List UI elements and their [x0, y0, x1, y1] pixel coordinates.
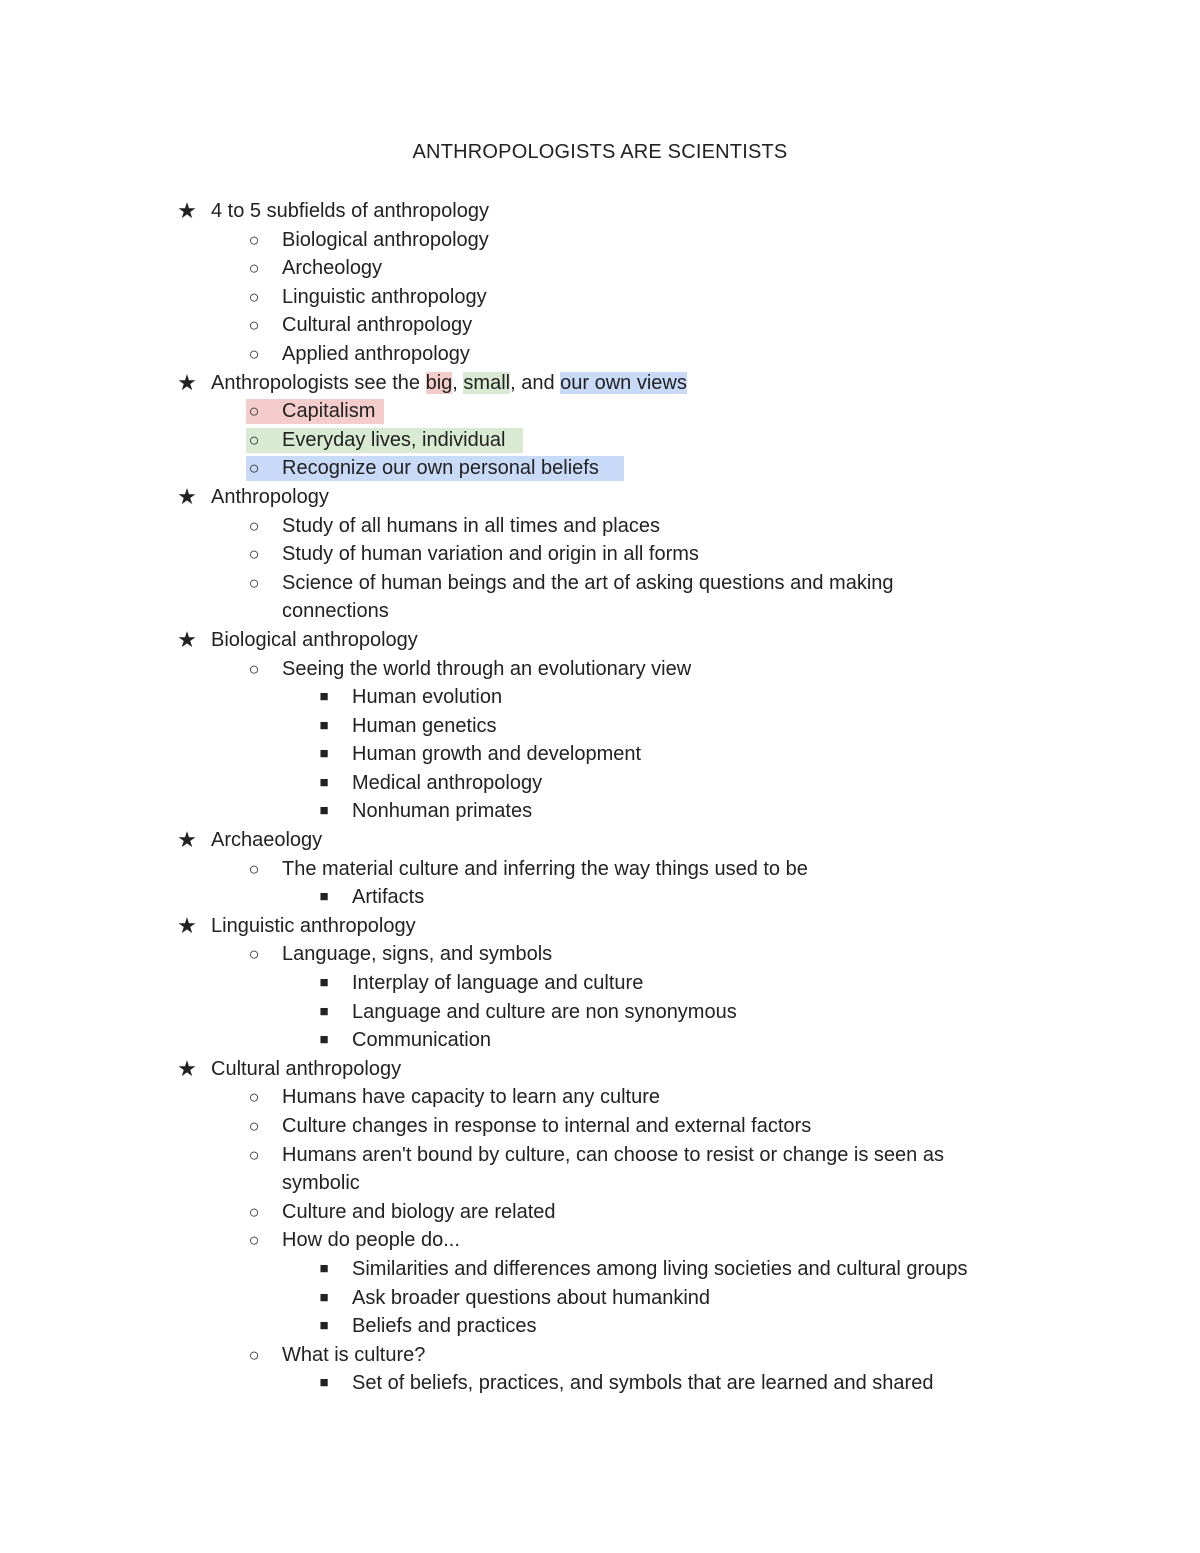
list-item-archaeology: [0, 826, 1200, 855]
circle-bullet-icon: ○: [248, 1087, 260, 1108]
list-item: [0, 883, 1200, 912]
list-item: [0, 655, 1200, 684]
list-item: [0, 712, 1200, 741]
list-item-text: Humans aren't bound by culture, can choose to resist or change is seen as symbolic: [282, 1143, 944, 1195]
list-item-text: Set of beliefs, practices, and symbols that are learned and shared: [352, 1372, 934, 1395]
notes-outline: [0, 197, 1200, 1398]
page-title: ANTHROPOLOGISTS ARE SCIENTISTS: [412, 141, 788, 163]
list-item-subfields: [0, 197, 1200, 226]
list-item-text: Study of all humans in all times and places: [282, 514, 660, 537]
square-bullet-icon: ■: [319, 888, 329, 906]
circle-bullet-icon: ○: [248, 658, 260, 679]
list-item-text: 4 to 5 subfields of anthropology: [211, 200, 489, 222]
list-item: [0, 1312, 1200, 1341]
text-separator: ,: [452, 371, 464, 394]
star-bullet-icon: ★: [177, 827, 197, 853]
list-item-text: Ask broader questions about humankind: [352, 1286, 711, 1309]
list-item: [0, 1369, 1200, 1398]
list-item: [0, 740, 1200, 769]
list-item: [0, 683, 1200, 712]
list-item-text: Beliefs and practices: [352, 1315, 537, 1338]
star-bullet-icon: ★: [177, 626, 197, 652]
circle-bullet-icon: ○: [248, 1344, 260, 1365]
circle-bullet-icon: ○: [248, 1144, 260, 1165]
text-separator: , and: [510, 371, 561, 394]
circle-bullet-icon: ○: [248, 286, 260, 307]
list-item-text: Linguistic anthropology: [211, 914, 416, 937]
list-item-text: Biological anthropology: [211, 628, 418, 651]
star-bullet-icon: ★: [177, 483, 197, 509]
list-item: [0, 855, 1200, 884]
list-item-text: How do people do...: [282, 1229, 460, 1252]
square-bullet-icon: ■: [319, 1031, 329, 1049]
list-item-text: Applied anthropology: [282, 342, 470, 365]
circle-bullet-icon: ○: [248, 315, 260, 336]
circle-bullet-icon: ○: [248, 1116, 260, 1136]
list-item-text: Human evolution: [352, 686, 503, 709]
list-item-text: Archeology: [282, 257, 383, 280]
list-item-highlighted: [0, 454, 1200, 483]
square-bullet-icon: ■: [319, 974, 329, 992]
list-item: [0, 940, 1200, 969]
list-item-text: Artifacts: [352, 886, 425, 909]
circle-bullet-icon: ○: [248, 944, 260, 965]
list-item: [0, 1026, 1200, 1055]
star-bullet-icon: ★: [177, 369, 197, 395]
list-item: [0, 797, 1200, 826]
square-bullet-icon: ■: [319, 1374, 329, 1392]
list-item-biological: [0, 626, 1200, 655]
list-item-text: [211, 369, 687, 398]
list-item: [0, 569, 1200, 626]
list-item-highlighted: [0, 426, 1200, 455]
highlight-big: big: [425, 371, 453, 394]
circle-bullet-icon: ○: [248, 429, 260, 450]
list-item: [0, 1198, 1200, 1227]
list-item: [0, 1226, 1200, 1255]
list-item-text: Humans have capacity to learn any culture: [282, 1086, 660, 1109]
list-item: [0, 311, 1200, 340]
list-item-text: Anthropology: [211, 485, 329, 508]
circle-bullet-icon: ○: [248, 1230, 260, 1251]
square-bullet-icon: ■: [319, 716, 329, 734]
list-item: [0, 1083, 1200, 1112]
list-item-text: Human genetics: [352, 714, 497, 737]
square-bullet-icon: ■: [319, 802, 329, 820]
circle-bullet-icon: ○: [248, 258, 260, 279]
circle-bullet-icon: ○: [248, 544, 260, 565]
star-bullet-icon: ★: [177, 912, 197, 938]
list-item-text: Recognize our own personal beliefs: [282, 457, 599, 480]
list-item-text: What is culture?: [282, 1343, 426, 1366]
list-item-text: Language, signs, and symbols: [282, 943, 553, 966]
list-item: [0, 254, 1200, 283]
highlight-our-own-views: our own views: [560, 371, 687, 394]
list-item-text: Culture changes in response to internal and external factors: [282, 1115, 812, 1137]
square-bullet-icon: ■: [319, 1002, 329, 1020]
list-item-text: Capitalism: [282, 400, 376, 423]
highlight-small: small: [463, 371, 511, 394]
list-item-text: Human growth and development: [352, 743, 642, 766]
list-item: [0, 512, 1200, 541]
circle-bullet-icon: ○: [248, 343, 260, 364]
star-bullet-icon: ★: [177, 1055, 197, 1081]
square-bullet-icon: ■: [319, 1288, 329, 1306]
list-item-text: Cultural anthropology: [282, 314, 473, 337]
circle-bullet-icon: ○: [248, 858, 260, 879]
list-item-anthropology: [0, 483, 1200, 512]
list-item-text: The material culture and inferring the way things used to be: [282, 857, 808, 880]
list-item: [0, 1141, 1200, 1198]
circle-bullet-icon: ○: [248, 401, 260, 422]
text-prefix: Anthropologists see the: [211, 371, 426, 394]
list-item: [0, 540, 1200, 569]
list-item-cultural: [0, 1055, 1200, 1084]
list-item-highlighted: [0, 397, 1200, 426]
list-item-text: Language and culture are non synonymous: [352, 1000, 737, 1023]
list-item-linguistic: [0, 912, 1200, 941]
list-item-text: Science of human beings and the art of asking questions and making connections: [282, 571, 894, 623]
list-item: [0, 283, 1200, 312]
list-item: [0, 1284, 1200, 1313]
list-item-views: [0, 369, 1200, 398]
list-item-text: Everyday lives, individual: [282, 428, 506, 451]
star-bullet-icon: ★: [177, 198, 197, 223]
circle-bullet-icon: ○: [248, 1201, 260, 1222]
list-item-text: Biological anthropology: [282, 228, 489, 251]
square-bullet-icon: ■: [319, 773, 329, 791]
list-item: [0, 969, 1200, 998]
square-bullet-icon: ■: [319, 1317, 329, 1335]
list-item-text: Seeing the world through an evolutionary view: [282, 657, 692, 680]
square-bullet-icon: ■: [319, 1259, 329, 1277]
list-item-text: Culture and biology are related: [282, 1200, 556, 1223]
list-item-text: Archaeology: [211, 829, 323, 852]
list-item-text: Similarities and differences among living societies and cultural groups: [352, 1257, 968, 1280]
list-item-text: Study of human variation and origin in all forms: [282, 543, 699, 566]
list-item: [0, 340, 1200, 369]
list-item: [0, 226, 1200, 255]
list-item: [0, 1255, 1200, 1284]
list-item: [0, 1112, 1200, 1141]
list-item: [0, 769, 1200, 798]
circle-bullet-icon: ○: [248, 458, 260, 479]
square-bullet-icon: ■: [319, 688, 329, 706]
circle-bullet-icon: ○: [248, 572, 260, 593]
list-item-text: Interplay of language and culture: [352, 972, 644, 995]
list-item: [0, 1341, 1200, 1370]
list-item-text: Cultural anthropology: [211, 1057, 402, 1080]
list-item-text: Medical anthropology: [352, 771, 543, 794]
list-item: [0, 998, 1200, 1027]
circle-bullet-icon: ○: [248, 229, 260, 250]
list-item-text: Nonhuman primates: [352, 800, 533, 823]
circle-bullet-icon: ○: [248, 515, 260, 536]
square-bullet-icon: ■: [319, 745, 329, 763]
list-item-text: Communication: [352, 1029, 491, 1052]
list-item-text: Linguistic anthropology: [282, 285, 487, 308]
